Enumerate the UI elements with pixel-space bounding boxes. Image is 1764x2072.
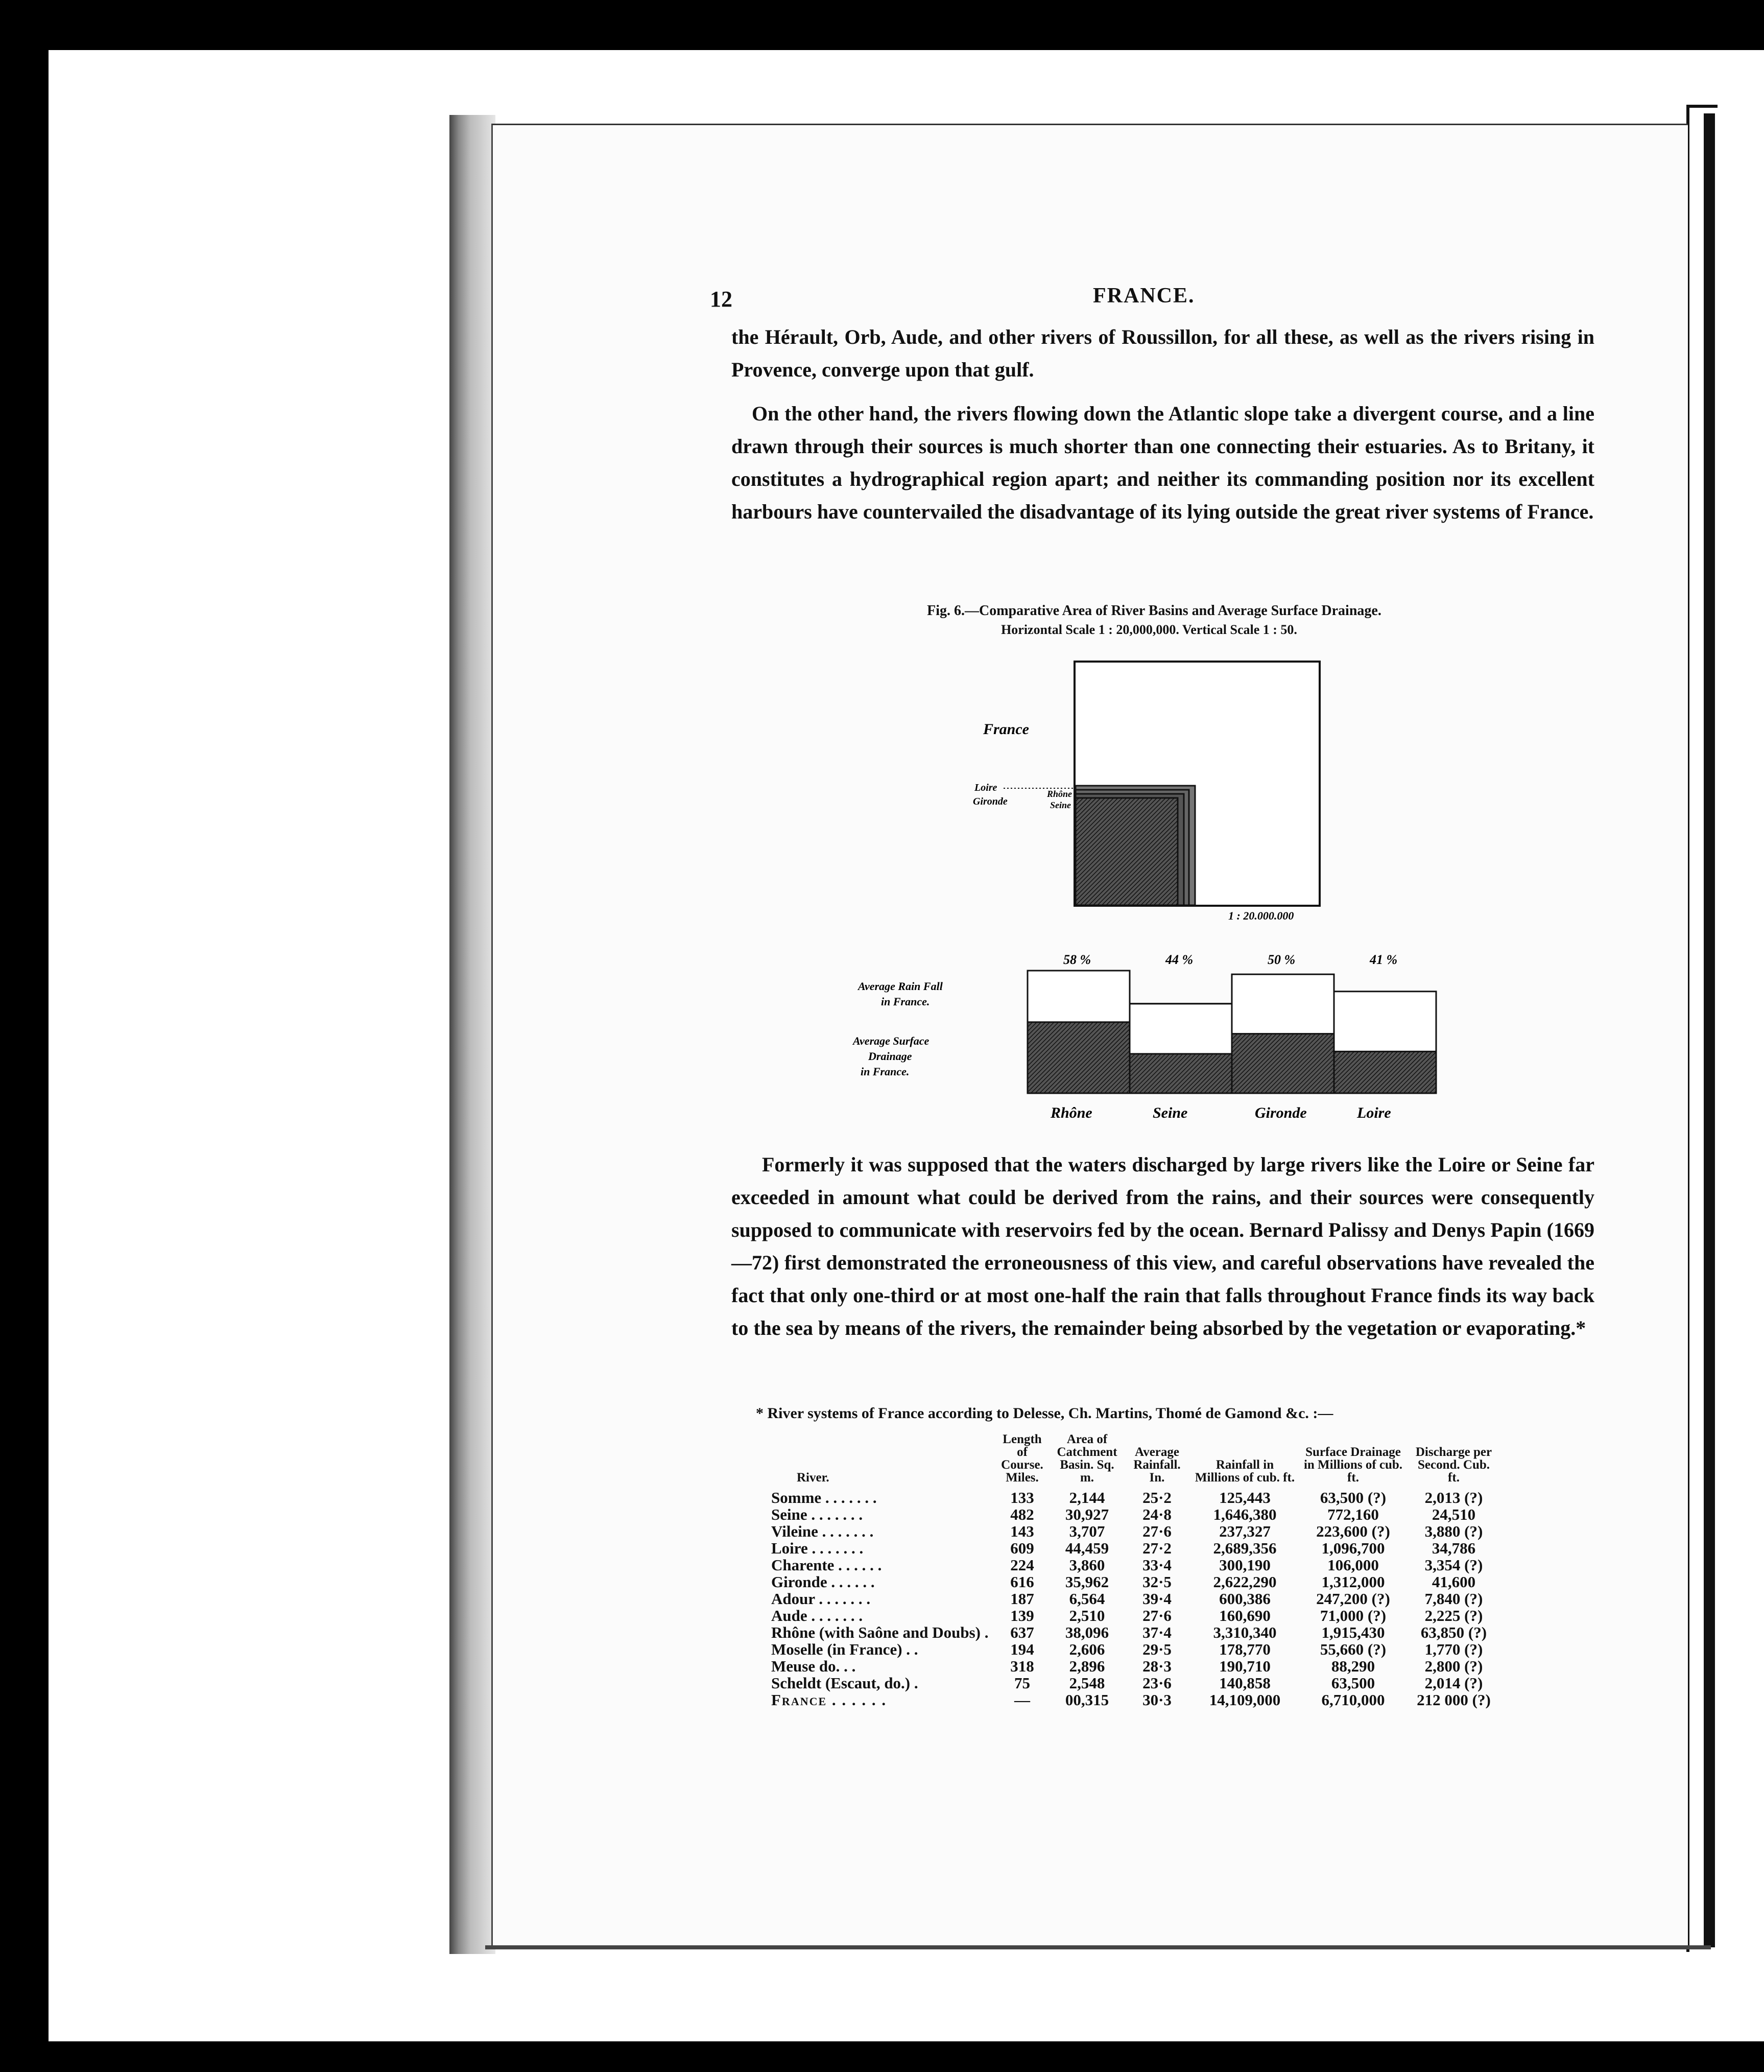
table-row	[766, 1540, 1500, 1557]
paragraph-2: On the other hand, the rivers flowing down the Atlantic slope take a divergent course, and a line drawn through their sources is much shorter than one connecting their estuaries. As to Britany, it constitutes a hydrographical region apart; and neither its commanding position nor its excellent harbours have countervailed the disadvantage of its lying outside the great river systems of France.	[731, 402, 1594, 523]
label-loire: Loire	[974, 782, 997, 793]
river-name-cell: France . . . . . .	[771, 1691, 887, 1709]
value-cell: 34,786	[1432, 1539, 1476, 1557]
value-cell: 2,622,290	[1213, 1573, 1277, 1591]
page-number: 12	[710, 287, 732, 312]
value-cell: 6,564	[1069, 1590, 1105, 1608]
label-surface-2: Drainage	[868, 1050, 912, 1063]
book-binding-shadow	[449, 115, 495, 1954]
value-cell: 7,840 (?)	[1424, 1590, 1483, 1608]
drainage-bar-2	[1232, 1034, 1334, 1093]
paragraph-1: the Hérault, Orb, Aude, and other rivers of Roussillon, for all these, as well as the rivers rising in Provence, converge upon that gulf.	[731, 325, 1594, 381]
value-cell: 30,927	[1065, 1505, 1109, 1523]
value-cell: 63,500 (?)	[1320, 1489, 1387, 1506]
table-row	[766, 1590, 1500, 1607]
value-cell: 2,014 (?)	[1424, 1674, 1483, 1692]
river-basin-figure	[838, 649, 1501, 1139]
value-cell: 2,013 (?)	[1424, 1489, 1483, 1506]
value-cell: 3,880 (?)	[1424, 1522, 1483, 1540]
value-cell: 3,354 (?)	[1424, 1556, 1483, 1574]
value-cell: 1,770 (?)	[1424, 1640, 1483, 1658]
value-cell: 616	[1010, 1573, 1034, 1591]
value-cell: 2,144	[1069, 1489, 1105, 1506]
percent-label-3: 41 %	[1370, 952, 1398, 967]
value-cell: 178,770	[1219, 1640, 1271, 1658]
drainage-bar-0	[1028, 1022, 1130, 1093]
value-cell: 125,443	[1219, 1489, 1271, 1506]
table-row	[766, 1557, 1500, 1573]
drainage-bar-chart	[852, 952, 1436, 1121]
value-cell: 160,690	[1219, 1607, 1271, 1624]
value-cell: 133	[1010, 1489, 1034, 1506]
value-cell: 00,315	[1065, 1691, 1109, 1709]
value-cell: 3,707	[1069, 1522, 1105, 1540]
col-surface-drainage: Surface Drainage in Millions of cub. ft.	[1303, 1445, 1403, 1485]
footnote-title: * River systems of France according to Delesse, Ch. Martins, Thomé de Gamond &c. :—	[756, 1405, 1333, 1422]
value-cell: 190,710	[1219, 1657, 1271, 1675]
value-cell: 33·4	[1142, 1556, 1172, 1574]
value-cell: 41,600	[1432, 1573, 1476, 1591]
running-title: FRANCE.	[1093, 284, 1195, 308]
label-france: France	[983, 721, 1029, 738]
value-cell: 39·4	[1142, 1590, 1172, 1608]
value-cell: 143	[1010, 1522, 1034, 1540]
value-cell: 2,896	[1069, 1657, 1105, 1675]
col-avg-rainfall: Average Rainfall. In.	[1133, 1445, 1181, 1485]
river-label-0: Rhône	[1051, 1104, 1092, 1121]
value-cell: 1,915,430	[1321, 1623, 1385, 1641]
col-discharge: Discharge per Second. Cub. ft.	[1415, 1445, 1492, 1485]
value-cell: 2,689,356	[1213, 1539, 1277, 1557]
value-cell: 223,600 (?)	[1316, 1522, 1390, 1540]
drainage-bar-1	[1130, 1054, 1232, 1093]
value-cell: 237,327	[1219, 1522, 1271, 1540]
river-label-1: Seine	[1153, 1104, 1188, 1121]
label-seine: Seine	[1050, 800, 1071, 810]
figure-caption: Fig. 6.—Comparative Area of River Basins and Average Surface Drainage.	[927, 603, 1381, 619]
value-cell: 24·8	[1142, 1505, 1172, 1523]
table-row	[766, 1641, 1500, 1658]
table-row	[766, 1607, 1500, 1624]
value-cell: 224	[1010, 1556, 1034, 1574]
col-length: Length of Course. Miles.	[1001, 1432, 1043, 1485]
value-cell: 27·6	[1142, 1607, 1172, 1624]
value-cell: 88,290	[1331, 1657, 1375, 1675]
figure-scale-note: Horizontal Scale 1 : 20,000,000. Vertical Scale 1 : 50.	[1001, 622, 1297, 637]
river-name-cell: Adour . . . . . . .	[771, 1590, 871, 1608]
label-rain-1: Average Rain Fall	[858, 980, 943, 993]
value-cell: 2,800 (?)	[1424, 1657, 1483, 1675]
river-name-cell: Charente . . . . . .	[771, 1556, 882, 1574]
label-gironde: Gironde	[973, 796, 1008, 807]
value-cell: 28·3	[1142, 1657, 1172, 1675]
value-cell: 1,312,000	[1321, 1573, 1385, 1591]
value-cell: 772,160	[1327, 1505, 1379, 1523]
value-cell: 609	[1010, 1539, 1034, 1557]
value-cell: 106,000	[1327, 1556, 1379, 1574]
facing-page-shadow	[1704, 113, 1715, 1947]
value-cell: 75	[1014, 1674, 1030, 1692]
label-surface-3: in France.	[861, 1065, 910, 1078]
table-row	[766, 1691, 1500, 1708]
value-cell: 1,646,380	[1213, 1505, 1277, 1523]
value-cell: 2,606	[1069, 1640, 1105, 1658]
percent-label-1: 44 %	[1165, 952, 1194, 967]
river-name-cell: Seine . . . . . . .	[771, 1505, 863, 1523]
value-cell: 139	[1010, 1607, 1034, 1624]
value-cell: 140,858	[1219, 1674, 1271, 1692]
value-cell: 27·2	[1142, 1539, 1172, 1557]
river-systems-table	[766, 1433, 1500, 1708]
table-row	[766, 1489, 1500, 1506]
label-rhone: Rhône	[1047, 789, 1072, 799]
percent-label-0: 58 %	[1063, 952, 1091, 967]
value-cell: 1,096,700	[1321, 1539, 1385, 1557]
value-cell: 600,386	[1219, 1590, 1271, 1608]
table-row	[766, 1624, 1500, 1641]
table-header-row	[766, 1433, 1500, 1489]
river-name-cell: Vileine . . . . . . .	[771, 1522, 874, 1540]
value-cell: 3,860	[1069, 1556, 1105, 1574]
value-cell: 27·6	[1142, 1522, 1172, 1540]
col-area: Area of Catchment Basin. Sq. m.	[1057, 1432, 1117, 1485]
value-cell: 32·5	[1142, 1573, 1172, 1591]
value-cell: —	[1014, 1691, 1030, 1709]
label-area-scale: 1 : 20.000.000	[1228, 909, 1294, 922]
value-cell: 37·4	[1142, 1623, 1172, 1641]
value-cell: 14,109,000	[1209, 1691, 1281, 1709]
table-row	[766, 1573, 1500, 1590]
value-cell: 482	[1010, 1505, 1034, 1523]
value-cell: 23·6	[1142, 1674, 1172, 1692]
value-cell: 44,459	[1065, 1539, 1109, 1557]
col-rainfall-millions: Rainfall in Millions of cub. ft.	[1195, 1458, 1295, 1485]
paragraph-3: Formerly it was supposed that the waters discharged by large rivers like the Loire or Seine far exceeded in amount what could be derived from the rains, and their sources were consequently supposed to communicate with reservoirs fed by the ocean. Bernard Palissy and Denys Papin (1669—72) first demonstrated the erroneousness of this view, and careful observations have revealed the fact that only one-third or at most one-half the rain that falls throughout France finds its way back to the sea by means of the rivers, the remainder being absorbed by the vegetation or evaporating.*	[731, 1153, 1594, 1339]
value-cell: 6,710,000	[1321, 1691, 1385, 1709]
bars-group	[1028, 971, 1436, 1093]
river-name-cell: Loire . . . . . . .	[771, 1539, 864, 1557]
value-cell: 71,000 (?)	[1320, 1607, 1387, 1624]
value-cell: 3,310,340	[1213, 1623, 1277, 1641]
value-cell: 25·2	[1142, 1489, 1172, 1506]
value-cell: 212 000 (?)	[1417, 1691, 1491, 1709]
value-cell: 2,225 (?)	[1424, 1607, 1483, 1624]
river-label-3: Loire	[1357, 1104, 1391, 1121]
river-name-cell: Somme . . . . . . .	[771, 1489, 877, 1506]
value-cell: 24,510	[1432, 1505, 1476, 1523]
value-cell: 318	[1010, 1657, 1034, 1675]
value-cell: 300,190	[1219, 1556, 1271, 1574]
river-name-cell: Aude . . . . . . .	[771, 1607, 863, 1624]
col-river: River.	[797, 1471, 829, 1485]
value-cell: 38,096	[1065, 1623, 1109, 1641]
value-cell: 637	[1010, 1623, 1034, 1641]
area-comparison-chart	[973, 662, 1320, 922]
seine-area-square	[1076, 798, 1178, 905]
river-label-2: Gironde	[1255, 1104, 1307, 1121]
label-surface-1: Average Surface	[853, 1034, 929, 1047]
table-row	[766, 1658, 1500, 1675]
value-cell: 29·5	[1142, 1640, 1172, 1658]
value-cell: 194	[1010, 1640, 1034, 1658]
value-cell: 247,200 (?)	[1316, 1590, 1390, 1608]
value-cell: 187	[1010, 1590, 1034, 1608]
table-body	[766, 1489, 1500, 1708]
value-cell: 2,548	[1069, 1674, 1105, 1692]
label-rain-2: in France.	[881, 995, 930, 1008]
value-cell: 63,500	[1331, 1674, 1375, 1692]
river-name-cell: Scheldt (Escaut, do.) .	[771, 1674, 918, 1692]
river-name-cell: Rhône (with Saône and Doubs) .	[771, 1623, 989, 1641]
value-cell: 35,962	[1065, 1573, 1109, 1591]
table-row	[766, 1523, 1500, 1540]
value-cell: 63,850 (?)	[1420, 1623, 1487, 1641]
value-cell: 30·3	[1142, 1691, 1172, 1709]
table-row	[766, 1506, 1500, 1523]
value-cell: 2,510	[1069, 1607, 1105, 1624]
page-bottom-edge	[485, 1945, 1711, 1949]
value-cell: 55,660 (?)	[1320, 1640, 1387, 1658]
river-name-cell: Moselle (in France) . .	[771, 1640, 918, 1658]
river-name-cell: Meuse do. . .	[771, 1657, 856, 1675]
percent-label-2: 50 %	[1268, 952, 1296, 967]
river-labels	[1050, 1104, 1391, 1121]
drainage-bar-3	[1334, 1051, 1436, 1093]
table-row	[766, 1675, 1500, 1691]
percent-labels	[1063, 952, 1397, 967]
river-name-cell: Gironde . . . . . .	[771, 1573, 875, 1591]
